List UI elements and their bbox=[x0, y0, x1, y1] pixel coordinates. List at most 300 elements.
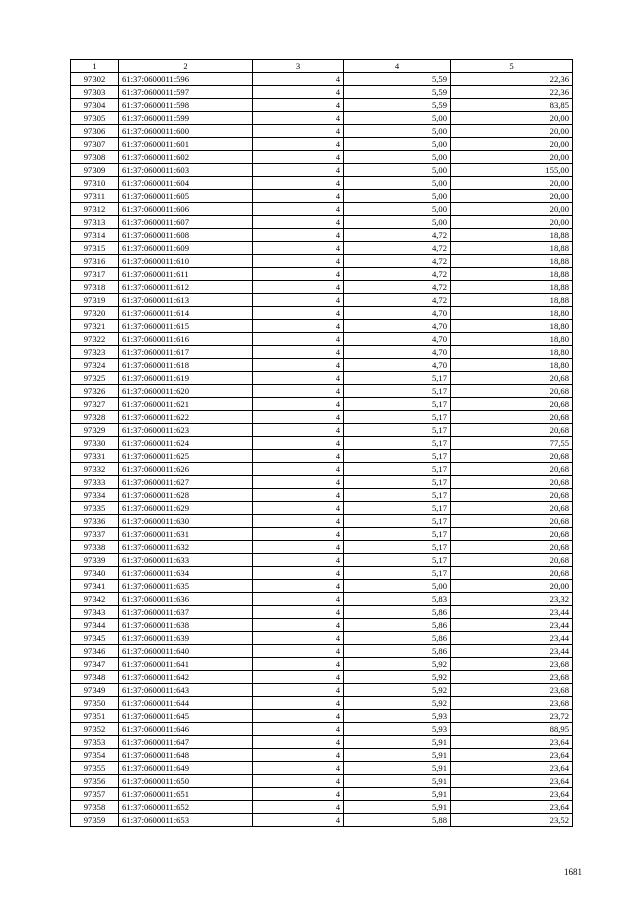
table-cell-col-2: 61:37:0600011:625 bbox=[119, 450, 253, 463]
table-cell-col-5: 23,44 bbox=[451, 645, 573, 658]
table-cell-col-1: 97304 bbox=[71, 99, 119, 112]
table-cell-col-3: 4 bbox=[253, 320, 344, 333]
table-cell-col-2: 61:37:0600011:621 bbox=[119, 398, 253, 411]
table-cell-col-1: 97356 bbox=[71, 775, 119, 788]
table-cell-col-5: 18,80 bbox=[451, 333, 573, 346]
table-cell-col-2: 61:37:0600011:618 bbox=[119, 359, 253, 372]
table-cell-col-3: 4 bbox=[253, 580, 344, 593]
table-row bbox=[71, 229, 573, 242]
table-row bbox=[71, 411, 573, 424]
table-cell-col-1: 97328 bbox=[71, 411, 119, 424]
table-cell-col-4: 4,72 bbox=[344, 268, 451, 281]
table-cell-col-4: 4,70 bbox=[344, 320, 451, 333]
table-cell-col-2: 61:37:0600011:605 bbox=[119, 190, 253, 203]
table-cell-col-2: 61:37:0600011:633 bbox=[119, 554, 253, 567]
table-cell-col-3: 4 bbox=[253, 450, 344, 463]
column-header-2: 2 bbox=[119, 60, 253, 73]
table-cell-col-5: 20,68 bbox=[451, 541, 573, 554]
table-cell-col-1: 97340 bbox=[71, 567, 119, 580]
table-cell-col-2: 61:37:0600011:599 bbox=[119, 112, 253, 125]
table-cell-col-3: 4 bbox=[253, 788, 344, 801]
table-cell-col-3: 4 bbox=[253, 255, 344, 268]
table-cell-col-1: 97307 bbox=[71, 138, 119, 151]
table-cell-col-5: 18,88 bbox=[451, 229, 573, 242]
table-cell-col-3: 4 bbox=[253, 359, 344, 372]
table-cell-col-2: 61:37:0600011:631 bbox=[119, 528, 253, 541]
table-cell-col-3: 4 bbox=[253, 203, 344, 216]
table-cell-col-4: 5,17 bbox=[344, 398, 451, 411]
table-cell-col-2: 61:37:0600011:604 bbox=[119, 177, 253, 190]
table-row bbox=[71, 554, 573, 567]
table-cell-col-4: 5,88 bbox=[344, 814, 451, 827]
table-cell-col-3: 4 bbox=[253, 528, 344, 541]
table-cell-col-4: 5,00 bbox=[344, 203, 451, 216]
table-row bbox=[71, 632, 573, 645]
table-cell-col-1: 97315 bbox=[71, 242, 119, 255]
table-cell-col-5: 23,64 bbox=[451, 762, 573, 775]
table-cell-col-3: 4 bbox=[253, 684, 344, 697]
table-cell-col-1: 97337 bbox=[71, 528, 119, 541]
table-cell-col-4: 5,17 bbox=[344, 385, 451, 398]
table-row bbox=[71, 762, 573, 775]
table-cell-col-2: 61:37:0600011:637 bbox=[119, 606, 253, 619]
table-row bbox=[71, 216, 573, 229]
table-row bbox=[71, 580, 573, 593]
table-cell-col-4: 4,70 bbox=[344, 359, 451, 372]
table-cell-col-5: 22,36 bbox=[451, 86, 573, 99]
table-cell-col-5: 20,00 bbox=[451, 190, 573, 203]
table-cell-col-4: 5,86 bbox=[344, 645, 451, 658]
table-cell-col-3: 4 bbox=[253, 476, 344, 489]
table-cell-col-5: 23,68 bbox=[451, 697, 573, 710]
table-cell-col-5: 18,80 bbox=[451, 320, 573, 333]
table-cell-col-4: 5,17 bbox=[344, 450, 451, 463]
table-cell-col-4: 5,93 bbox=[344, 723, 451, 736]
table-row bbox=[71, 151, 573, 164]
table-cell-col-5: 23,44 bbox=[451, 619, 573, 632]
table-cell-col-5: 20,00 bbox=[451, 138, 573, 151]
table-cell-col-1: 97332 bbox=[71, 463, 119, 476]
table-cell-col-5: 20,00 bbox=[451, 580, 573, 593]
table-cell-col-1: 97310 bbox=[71, 177, 119, 190]
table-cell-col-5: 23,64 bbox=[451, 788, 573, 801]
table-cell-col-4: 5,83 bbox=[344, 593, 451, 606]
table-cell-col-1: 97357 bbox=[71, 788, 119, 801]
table-cell-col-1: 97352 bbox=[71, 723, 119, 736]
table-cell-col-5: 20,68 bbox=[451, 463, 573, 476]
table-cell-col-3: 4 bbox=[253, 73, 344, 86]
table-cell-col-4: 4,72 bbox=[344, 229, 451, 242]
table-cell-col-1: 97306 bbox=[71, 125, 119, 138]
table-row bbox=[71, 684, 573, 697]
table-cell-col-5: 20,68 bbox=[451, 489, 573, 502]
table-cell-col-2: 61:37:0600011:648 bbox=[119, 749, 253, 762]
table-cell-col-1: 97313 bbox=[71, 216, 119, 229]
table-row bbox=[71, 190, 573, 203]
table-cell-col-1: 97358 bbox=[71, 801, 119, 814]
table-cell-col-5: 20,00 bbox=[451, 203, 573, 216]
table-cell-col-4: 5,17 bbox=[344, 515, 451, 528]
table-cell-col-2: 61:37:0600011:614 bbox=[119, 307, 253, 320]
table-row bbox=[71, 242, 573, 255]
table-cell-col-3: 4 bbox=[253, 398, 344, 411]
column-header-4: 4 bbox=[344, 60, 451, 73]
table-row bbox=[71, 567, 573, 580]
table-cell-col-3: 4 bbox=[253, 658, 344, 671]
table-cell-col-4: 5,17 bbox=[344, 567, 451, 580]
table-cell-col-5: 20,68 bbox=[451, 528, 573, 541]
table-row bbox=[71, 723, 573, 736]
table-cell-col-1: 97342 bbox=[71, 593, 119, 606]
table-cell-col-1: 97308 bbox=[71, 151, 119, 164]
table-cell-col-3: 4 bbox=[253, 177, 344, 190]
table-cell-col-3: 4 bbox=[253, 190, 344, 203]
table-cell-col-5: 155,00 bbox=[451, 164, 573, 177]
table-cell-col-2: 61:37:0600011:620 bbox=[119, 385, 253, 398]
table-cell-col-1: 97319 bbox=[71, 294, 119, 307]
table-row bbox=[71, 86, 573, 99]
table-cell-col-1: 97355 bbox=[71, 762, 119, 775]
table-cell-col-5: 23,44 bbox=[451, 606, 573, 619]
table-cell-col-5: 20,68 bbox=[451, 424, 573, 437]
table-cell-col-3: 4 bbox=[253, 294, 344, 307]
table-cell-col-3: 4 bbox=[253, 632, 344, 645]
table-cell-col-2: 61:37:0600011:628 bbox=[119, 489, 253, 502]
table-row bbox=[71, 515, 573, 528]
column-header-1: 1 bbox=[71, 60, 119, 73]
table-cell-col-5: 20,68 bbox=[451, 411, 573, 424]
table-cell-col-1: 97345 bbox=[71, 632, 119, 645]
table-cell-col-3: 4 bbox=[253, 736, 344, 749]
table-cell-col-2: 61:37:0600011:651 bbox=[119, 788, 253, 801]
table-cell-col-4: 5,00 bbox=[344, 138, 451, 151]
table-cell-col-4: 5,17 bbox=[344, 424, 451, 437]
table-row bbox=[71, 125, 573, 138]
table-cell-col-2: 61:37:0600011:609 bbox=[119, 242, 253, 255]
table-cell-col-2: 61:37:0600011:638 bbox=[119, 619, 253, 632]
table-cell-col-5: 23,64 bbox=[451, 736, 573, 749]
table-cell-col-3: 4 bbox=[253, 125, 344, 138]
table-cell-col-3: 4 bbox=[253, 515, 344, 528]
table-row bbox=[71, 788, 573, 801]
table-cell-col-5: 23,64 bbox=[451, 749, 573, 762]
table-cell-col-3: 4 bbox=[253, 333, 344, 346]
table-cell-col-4: 5,91 bbox=[344, 801, 451, 814]
table-cell-col-2: 61:37:0600011:603 bbox=[119, 164, 253, 177]
table-cell-col-5: 18,88 bbox=[451, 294, 573, 307]
table-cell-col-3: 4 bbox=[253, 86, 344, 99]
table-cell-col-5: 20,00 bbox=[451, 112, 573, 125]
table-cell-col-2: 61:37:0600011:602 bbox=[119, 151, 253, 164]
table-cell-col-4: 5,17 bbox=[344, 502, 451, 515]
table-row bbox=[71, 333, 573, 346]
table-body bbox=[71, 73, 573, 827]
table-cell-col-4: 4,70 bbox=[344, 333, 451, 346]
table-cell-col-3: 4 bbox=[253, 606, 344, 619]
table-row bbox=[71, 697, 573, 710]
table-cell-col-1: 97312 bbox=[71, 203, 119, 216]
table-row bbox=[71, 385, 573, 398]
table-row bbox=[71, 710, 573, 723]
table-cell-col-1: 97346 bbox=[71, 645, 119, 658]
table-cell-col-2: 61:37:0600011:641 bbox=[119, 658, 253, 671]
table-row bbox=[71, 268, 573, 281]
table-cell-col-4: 5,92 bbox=[344, 697, 451, 710]
table-cell-col-3: 4 bbox=[253, 619, 344, 632]
table-row bbox=[71, 476, 573, 489]
table-cell-col-2: 61:37:0600011:608 bbox=[119, 229, 253, 242]
table-cell-col-4: 5,00 bbox=[344, 177, 451, 190]
table-cell-col-4: 5,92 bbox=[344, 671, 451, 684]
table-cell-col-1: 97347 bbox=[71, 658, 119, 671]
table-cell-col-1: 97329 bbox=[71, 424, 119, 437]
table-cell-col-2: 61:37:0600011:634 bbox=[119, 567, 253, 580]
table-row bbox=[71, 528, 573, 541]
table-cell-col-5: 20,68 bbox=[451, 385, 573, 398]
table-row bbox=[71, 593, 573, 606]
table-cell-col-4: 5,00 bbox=[344, 151, 451, 164]
table-cell-col-4: 4,72 bbox=[344, 255, 451, 268]
table-cell-col-2: 61:37:0600011:649 bbox=[119, 762, 253, 775]
table-cell-col-5: 23,68 bbox=[451, 684, 573, 697]
table-cell-col-1: 97353 bbox=[71, 736, 119, 749]
table-cell-col-2: 61:37:0600011:600 bbox=[119, 125, 253, 138]
table-cell-col-3: 4 bbox=[253, 437, 344, 450]
page-number: 1681 bbox=[564, 867, 582, 877]
table-cell-col-3: 4 bbox=[253, 346, 344, 359]
table-row bbox=[71, 294, 573, 307]
table-cell-col-5: 18,88 bbox=[451, 255, 573, 268]
table-cell-col-2: 61:37:0600011:597 bbox=[119, 86, 253, 99]
table-cell-col-3: 4 bbox=[253, 138, 344, 151]
table-cell-col-5: 18,88 bbox=[451, 268, 573, 281]
table-cell-col-1: 97320 bbox=[71, 307, 119, 320]
table-cell-col-2: 61:37:0600011:610 bbox=[119, 255, 253, 268]
table-cell-col-4: 5,92 bbox=[344, 658, 451, 671]
table-cell-col-1: 97343 bbox=[71, 606, 119, 619]
table-row bbox=[71, 749, 573, 762]
table-cell-col-4: 4,70 bbox=[344, 307, 451, 320]
table-cell-col-1: 97303 bbox=[71, 86, 119, 99]
table-cell-col-1: 97344 bbox=[71, 619, 119, 632]
table-cell-col-4: 5,59 bbox=[344, 99, 451, 112]
table-cell-col-5: 20,68 bbox=[451, 450, 573, 463]
table-row bbox=[71, 359, 573, 372]
table-cell-col-5: 22,36 bbox=[451, 73, 573, 86]
table-cell-col-4: 5,00 bbox=[344, 216, 451, 229]
table-row bbox=[71, 671, 573, 684]
table-cell-col-5: 88,95 bbox=[451, 723, 573, 736]
table-cell-col-4: 5,91 bbox=[344, 749, 451, 762]
table-cell-col-1: 97316 bbox=[71, 255, 119, 268]
table-cell-col-5: 20,00 bbox=[451, 177, 573, 190]
table-cell-col-3: 4 bbox=[253, 814, 344, 827]
table-cell-col-1: 97334 bbox=[71, 489, 119, 502]
table-cell-col-5: 83,85 bbox=[451, 99, 573, 112]
column-header-5: 5 bbox=[451, 60, 573, 73]
table-cell-col-4: 5,00 bbox=[344, 112, 451, 125]
table-cell-col-5: 18,80 bbox=[451, 307, 573, 320]
table-cell-col-2: 61:37:0600011:643 bbox=[119, 684, 253, 697]
table-cell-col-2: 61:37:0600011:642 bbox=[119, 671, 253, 684]
table-cell-col-2: 61:37:0600011:644 bbox=[119, 697, 253, 710]
table-cell-col-2: 61:37:0600011:601 bbox=[119, 138, 253, 151]
table-cell-col-1: 97305 bbox=[71, 112, 119, 125]
table-cell-col-5: 23,64 bbox=[451, 801, 573, 814]
table-cell-col-4: 5,59 bbox=[344, 73, 451, 86]
table-cell-col-4: 5,91 bbox=[344, 736, 451, 749]
table-cell-col-1: 97331 bbox=[71, 450, 119, 463]
table-cell-col-1: 97359 bbox=[71, 814, 119, 827]
table-cell-col-3: 4 bbox=[253, 99, 344, 112]
header-row bbox=[71, 60, 573, 73]
table-cell-col-3: 4 bbox=[253, 671, 344, 684]
table-row bbox=[71, 307, 573, 320]
table-row bbox=[71, 801, 573, 814]
table-cell-col-5: 20,68 bbox=[451, 567, 573, 580]
table-row bbox=[71, 281, 573, 294]
table-cell-col-4: 5,00 bbox=[344, 125, 451, 138]
table-cell-col-1: 97333 bbox=[71, 476, 119, 489]
table-cell-col-5: 23,68 bbox=[451, 671, 573, 684]
table-row bbox=[71, 502, 573, 515]
table-cell-col-4: 5,17 bbox=[344, 489, 451, 502]
table-cell-col-5: 20,68 bbox=[451, 554, 573, 567]
table-cell-col-4: 5,17 bbox=[344, 476, 451, 489]
table-cell-col-3: 4 bbox=[253, 411, 344, 424]
table-cell-col-1: 97338 bbox=[71, 541, 119, 554]
table-cell-col-5: 20,68 bbox=[451, 476, 573, 489]
table-cell-col-2: 61:37:0600011:619 bbox=[119, 372, 253, 385]
table-row bbox=[71, 463, 573, 476]
table-cell-col-5: 23,44 bbox=[451, 632, 573, 645]
table-cell-col-2: 61:37:0600011:612 bbox=[119, 281, 253, 294]
table-cell-col-2: 61:37:0600011:647 bbox=[119, 736, 253, 749]
table-cell-col-1: 97317 bbox=[71, 268, 119, 281]
table-row bbox=[71, 437, 573, 450]
table-cell-col-3: 4 bbox=[253, 749, 344, 762]
table-row bbox=[71, 645, 573, 658]
table-row bbox=[71, 489, 573, 502]
table-row bbox=[71, 99, 573, 112]
table-cell-col-3: 4 bbox=[253, 502, 344, 515]
table-cell-col-2: 61:37:0600011:650 bbox=[119, 775, 253, 788]
table-cell-col-3: 4 bbox=[253, 216, 344, 229]
table-cell-col-3: 4 bbox=[253, 242, 344, 255]
table-cell-col-1: 97336 bbox=[71, 515, 119, 528]
table-cell-col-1: 97321 bbox=[71, 320, 119, 333]
table-row bbox=[71, 775, 573, 788]
table-cell-col-5: 23,68 bbox=[451, 658, 573, 671]
table-cell-col-3: 4 bbox=[253, 268, 344, 281]
table-cell-col-3: 4 bbox=[253, 307, 344, 320]
table-cell-col-1: 97323 bbox=[71, 346, 119, 359]
table-cell-col-2: 61:37:0600011:624 bbox=[119, 437, 253, 450]
data-table bbox=[70, 59, 573, 827]
table-cell-col-5: 18,88 bbox=[451, 281, 573, 294]
table-row bbox=[71, 424, 573, 437]
table-cell-col-2: 61:37:0600011:646 bbox=[119, 723, 253, 736]
table-cell-col-2: 61:37:0600011:645 bbox=[119, 710, 253, 723]
table-cell-col-1: 97351 bbox=[71, 710, 119, 723]
table-cell-col-1: 97302 bbox=[71, 73, 119, 86]
table-cell-col-1: 97324 bbox=[71, 359, 119, 372]
table-cell-col-1: 97309 bbox=[71, 164, 119, 177]
table-cell-col-3: 4 bbox=[253, 554, 344, 567]
table-cell-col-2: 61:37:0600011:635 bbox=[119, 580, 253, 593]
table-cell-col-1: 97326 bbox=[71, 385, 119, 398]
table-cell-col-4: 5,17 bbox=[344, 541, 451, 554]
table-cell-col-2: 61:37:0600011:652 bbox=[119, 801, 253, 814]
table-cell-col-3: 4 bbox=[253, 710, 344, 723]
table-cell-col-4: 5,17 bbox=[344, 528, 451, 541]
table-row bbox=[71, 164, 573, 177]
table-cell-col-4: 4,72 bbox=[344, 242, 451, 255]
table-cell-col-5: 23,52 bbox=[451, 814, 573, 827]
table-cell-col-2: 61:37:0600011:611 bbox=[119, 268, 253, 281]
table-cell-col-3: 4 bbox=[253, 385, 344, 398]
table-row bbox=[71, 177, 573, 190]
table-cell-col-3: 4 bbox=[253, 229, 344, 242]
table-cell-col-5: 20,68 bbox=[451, 515, 573, 528]
table-cell-col-5: 20,68 bbox=[451, 372, 573, 385]
table-cell-col-1: 97318 bbox=[71, 281, 119, 294]
table-cell-col-4: 4,72 bbox=[344, 294, 451, 307]
table-row bbox=[71, 619, 573, 632]
table-row bbox=[71, 606, 573, 619]
table-cell-col-3: 4 bbox=[253, 489, 344, 502]
table-row bbox=[71, 450, 573, 463]
table-cell-col-3: 4 bbox=[253, 775, 344, 788]
table-cell-col-1: 97339 bbox=[71, 554, 119, 567]
table-cell-col-1: 97311 bbox=[71, 190, 119, 203]
table-row bbox=[71, 372, 573, 385]
table-cell-col-5: 20,68 bbox=[451, 502, 573, 515]
table-cell-col-2: 61:37:0600011:606 bbox=[119, 203, 253, 216]
table-cell-col-3: 4 bbox=[253, 723, 344, 736]
table-row bbox=[71, 255, 573, 268]
table-row bbox=[71, 541, 573, 554]
table-cell-col-4: 5,17 bbox=[344, 437, 451, 450]
table-cell-col-1: 97350 bbox=[71, 697, 119, 710]
table-row bbox=[71, 346, 573, 359]
table-row bbox=[71, 138, 573, 151]
table-cell-col-2: 61:37:0600011:627 bbox=[119, 476, 253, 489]
table-cell-col-2: 61:37:0600011:596 bbox=[119, 73, 253, 86]
table-cell-col-5: 20,00 bbox=[451, 125, 573, 138]
column-header-3: 3 bbox=[253, 60, 344, 73]
table-cell-col-3: 4 bbox=[253, 151, 344, 164]
table-cell-col-4: 4,70 bbox=[344, 346, 451, 359]
table-cell-col-1: 97354 bbox=[71, 749, 119, 762]
table-row bbox=[71, 112, 573, 125]
table-cell-col-3: 4 bbox=[253, 463, 344, 476]
table-cell-col-2: 61:37:0600011:615 bbox=[119, 320, 253, 333]
table-row bbox=[71, 658, 573, 671]
table-cell-col-2: 61:37:0600011:622 bbox=[119, 411, 253, 424]
table-cell-col-5: 20,68 bbox=[451, 398, 573, 411]
table-cell-col-1: 97349 bbox=[71, 684, 119, 697]
table-cell-col-4: 5,91 bbox=[344, 788, 451, 801]
table-cell-col-1: 97314 bbox=[71, 229, 119, 242]
table-cell-col-3: 4 bbox=[253, 112, 344, 125]
table-cell-col-2: 61:37:0600011:607 bbox=[119, 216, 253, 229]
table-row bbox=[71, 203, 573, 216]
table-cell-col-1: 97330 bbox=[71, 437, 119, 450]
table-cell-col-4: 5,00 bbox=[344, 190, 451, 203]
table-cell-col-2: 61:37:0600011:630 bbox=[119, 515, 253, 528]
table-cell-col-2: 61:37:0600011:640 bbox=[119, 645, 253, 658]
